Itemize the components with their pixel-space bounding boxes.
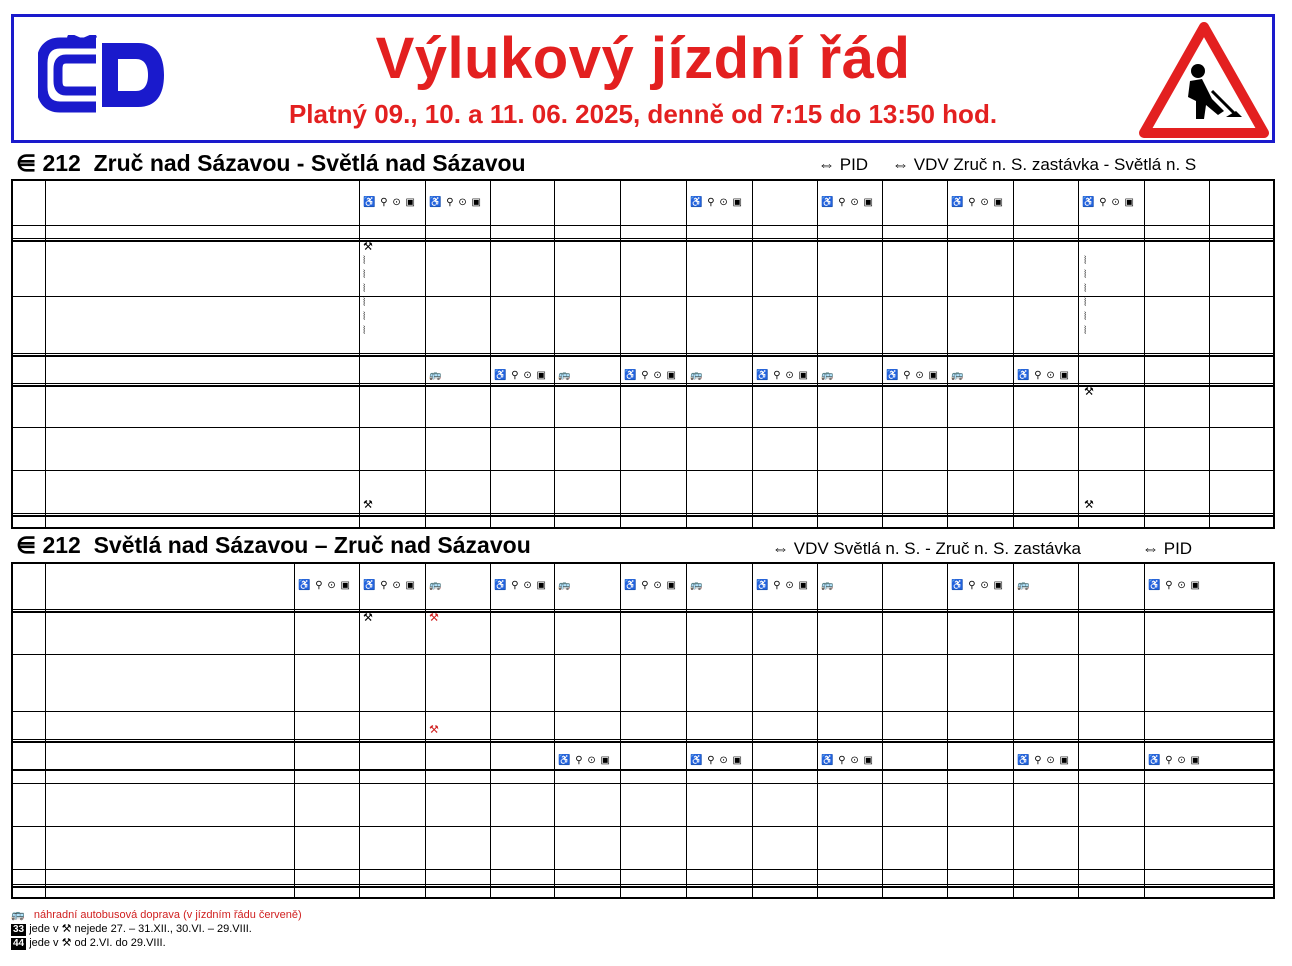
- not-stopping-icon: ⦚: [363, 325, 366, 337]
- pid-arrow-icon: ⇔: [1142, 539, 1159, 558]
- column-divider: [620, 564, 621, 897]
- accessibility-icons: ♿ ⚲ ⊙ ▣: [951, 580, 1004, 591]
- bus-icon: 🚌: [1017, 580, 1031, 591]
- workday-icon: ⚒: [1084, 386, 1094, 398]
- bus-icon: 🚌: [11, 909, 25, 921]
- accessibility-icons: ♿ ⚲ ⊙ ▣: [1148, 755, 1201, 766]
- section2-pid: [1142, 539, 1192, 559]
- row-divider: [13, 353, 1273, 354]
- column-divider: [620, 181, 621, 527]
- column-divider: [294, 564, 295, 897]
- timetable-zruc-svetla: [11, 179, 1275, 529]
- column-divider: [1078, 564, 1079, 897]
- accessibility-icons: ♿ ⚲ ⊙ ▣: [1148, 580, 1201, 591]
- row-divider: [13, 238, 1273, 239]
- not-stopping-icon: ⦚: [363, 255, 366, 267]
- column-divider: [1013, 181, 1014, 527]
- not-stopping-icon: ⦚: [1084, 255, 1087, 267]
- pid-arrow-icon: ⇔: [818, 155, 835, 174]
- column-divider: [359, 564, 360, 897]
- accessibility-icons: ♿ ⚲ ⊙ ▣: [690, 197, 743, 208]
- column-divider: [752, 181, 753, 527]
- legend: [11, 908, 302, 950]
- column-divider: [45, 181, 46, 527]
- vdv-arrow-icon: ⇔: [772, 539, 789, 558]
- column-divider: [1144, 181, 1145, 527]
- section2-line: 212: [42, 532, 81, 558]
- accessibility-icons: ♿ ⚲ ⊙ ▣: [363, 197, 416, 208]
- section1-title: [16, 150, 526, 177]
- column-divider: [490, 181, 491, 527]
- section1-line: 212: [42, 150, 81, 176]
- column-divider: [882, 564, 883, 897]
- column-divider: [882, 181, 883, 527]
- column-divider: [1013, 564, 1014, 897]
- accessibility-icons: ♿ ⚲ ⊙ ▣: [429, 197, 482, 208]
- accessibility-icons: ♿ ⚲ ⊙ ▣: [821, 197, 874, 208]
- bus-icon: 🚌: [821, 370, 835, 381]
- bus-icon: 🚌: [951, 370, 965, 381]
- section-divider: [13, 240, 1273, 242]
- bus-icon: 🚌: [429, 370, 443, 381]
- accessibility-icons: ♿ ⚲ ⊙ ▣: [494, 370, 547, 381]
- column-divider: [817, 181, 818, 527]
- row-divider: [13, 783, 1273, 784]
- accessibility-icons: ♿ ⚲ ⊙ ▣: [624, 580, 677, 591]
- vdv-arrow-icon: ⇔: [892, 155, 909, 174]
- column-divider: [359, 181, 360, 527]
- column-divider: [1209, 181, 1210, 527]
- column-divider: [686, 181, 687, 527]
- accessibility-icons: ♿ ⚲ ⊙ ▣: [298, 580, 351, 591]
- not-stopping-icon: ⦚: [1084, 311, 1087, 323]
- legend-44: 44 jede v ⚒ od 2.VI. do 29.VIII.: [13, 937, 166, 949]
- column-divider: [686, 564, 687, 897]
- accessibility-icons: ♿ ⚲ ⊙ ▣: [690, 755, 743, 766]
- pid-label: PID: [1163, 539, 1193, 558]
- column-divider: [1144, 564, 1145, 897]
- accessibility-icons: ♿ ⚲ ⊙ ▣: [1082, 197, 1135, 208]
- accessibility-icons: ♿ ⚲ ⊙ ▣: [494, 580, 547, 591]
- accessibility-icons: ♿ ⚲ ⊙ ▣: [886, 370, 939, 381]
- legend-33: 33 jede v ⚒ nejede 27. – 31.XII., 30.VI. – 29.VIII.: [13, 923, 252, 935]
- section-divider: [13, 769, 1273, 771]
- not-stopping-icon: ⦚: [363, 311, 366, 323]
- bus-icon: 🚌: [558, 370, 572, 381]
- validity-subtitle: Platný 09., 10. a 11. 06. 2025, denně od 7:15 do 13:50 hod.: [288, 99, 998, 129]
- bus-icon: 🚌: [690, 370, 704, 381]
- row-divider: [13, 654, 1273, 655]
- accessibility-icons: ♿ ⚲ ⊙ ▣: [558, 755, 611, 766]
- column-divider: [554, 564, 555, 897]
- accessibility-icons: ♿ ⚲ ⊙ ▣: [951, 197, 1004, 208]
- not-stopping-icon: ⦚: [1084, 325, 1087, 337]
- row-divider: [13, 427, 1273, 428]
- section2-vdv: [772, 539, 1081, 559]
- accessibility-icons: ♿ ⚲ ⊙ ▣: [756, 580, 809, 591]
- vdv-label: VDV Světlá n. S. - Zruč n. S. zastávka: [793, 539, 1081, 558]
- column-divider: [752, 564, 753, 897]
- section1-route: Zruč nad Sázavou - Světlá nad Sázavou: [93, 150, 526, 176]
- workday-icon: ⚒: [363, 612, 373, 624]
- column-divider: [554, 181, 555, 527]
- row-divider: [13, 609, 1273, 610]
- page-title: Výlukový jízdní řád: [375, 26, 911, 91]
- row-divider: [13, 513, 1273, 514]
- workday-icon: ⚒: [363, 241, 373, 253]
- workday-icon: ⚒: [429, 612, 439, 624]
- roadwork-sign-icon: [1138, 21, 1270, 139]
- workday-icon: ⚒: [363, 499, 373, 511]
- section1-pid: [818, 155, 868, 175]
- accessibility-icons: ♿ ⚲ ⊙ ▣: [821, 755, 874, 766]
- row-divider: [13, 826, 1273, 827]
- section2-title: [16, 532, 531, 559]
- accessibility-icons: ♿ ⚲ ⊙ ▣: [756, 370, 809, 381]
- column-divider: [490, 564, 491, 897]
- accessibility-icons: ♿ ⚲ ⊙ ▣: [624, 370, 677, 381]
- workday-icon: ⚒: [429, 724, 439, 736]
- section1-vdv: [892, 155, 1196, 175]
- section2-route: Světlá nad Sázavou – Zruč nad Sázavou: [93, 532, 531, 558]
- row-divider: [13, 884, 1273, 885]
- column-divider: [1078, 181, 1079, 527]
- bus-icon: 🚌: [558, 580, 572, 591]
- column-divider: [817, 564, 818, 897]
- column-divider: [947, 564, 948, 897]
- accessibility-icons: ♿ ⚲ ⊙ ▣: [1017, 755, 1070, 766]
- bus-icon: 🚌: [821, 580, 835, 591]
- header-banner: [11, 14, 1275, 143]
- pid-label: PID: [839, 155, 869, 174]
- not-stopping-icon: ⦚: [363, 297, 366, 309]
- column-divider: [45, 564, 46, 897]
- not-stopping-icon: ⦚: [363, 283, 366, 295]
- column-divider: [425, 564, 426, 897]
- row-divider: [13, 711, 1273, 712]
- not-stopping-icon: ⦚: [1084, 283, 1087, 295]
- section-divider: [13, 355, 1273, 357]
- legend-bus: 🚌 náhradní autobusová doprava (v jízdním řádu červeně): [11, 909, 302, 921]
- section-divider: [13, 611, 1273, 613]
- row-divider: [13, 739, 1273, 740]
- row-divider: [13, 869, 1273, 870]
- row-divider: [13, 470, 1273, 471]
- not-stopping-icon: ⦚: [1084, 297, 1087, 309]
- not-stopping-icon: ⦚: [363, 269, 366, 281]
- section-divider: [13, 886, 1273, 888]
- tag-44-icon: 44: [13, 938, 25, 949]
- vdv-label: VDV Zruč n. S. zastávka - Světlá n. S: [913, 155, 1197, 174]
- timetable-svetla-zruc: [11, 562, 1275, 899]
- line-icon: ⋹: [16, 532, 37, 558]
- section-divider: [13, 515, 1273, 517]
- accessibility-icons: ♿ ⚲ ⊙ ▣: [363, 580, 416, 591]
- bus-icon: 🚌: [429, 580, 443, 591]
- column-divider: [425, 181, 426, 527]
- workday-icon: ⚒: [1084, 499, 1094, 511]
- line-icon: ⋹: [16, 150, 37, 176]
- row-divider: [13, 383, 1273, 384]
- row-divider: [13, 225, 1273, 226]
- section-divider: [13, 741, 1273, 743]
- column-divider: [947, 181, 948, 527]
- tag-33-icon: 33: [13, 924, 25, 935]
- accessibility-icons: ♿ ⚲ ⊙ ▣: [1017, 370, 1070, 381]
- bus-icon: 🚌: [690, 580, 704, 591]
- not-stopping-icon: ⦚: [1084, 269, 1087, 281]
